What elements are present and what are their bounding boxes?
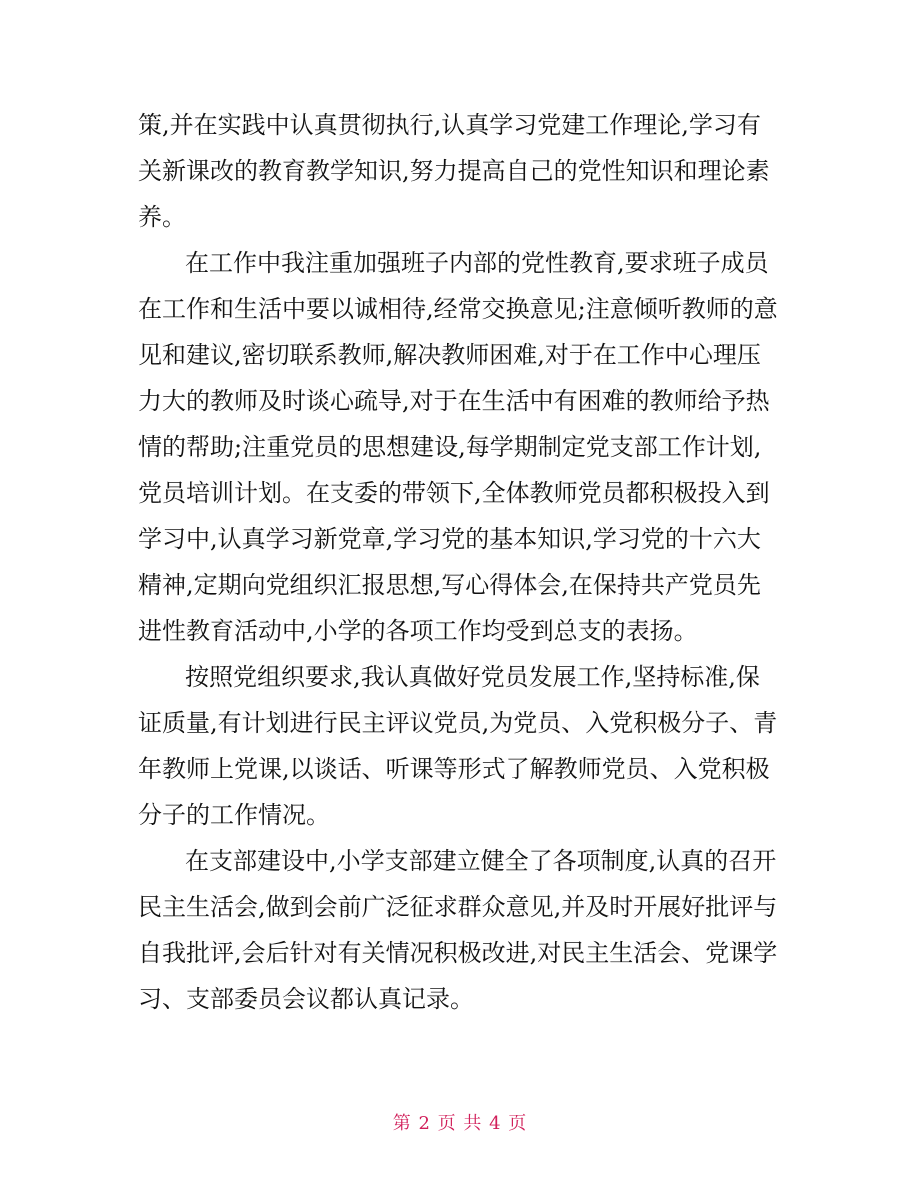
paragraph-first-line: 在工作中我注重加强班子内部的党性教育,要求班子成员 — [185, 249, 769, 277]
text-line: 年教师上党课,以谈话、听课等形式了解教师党员、入党积极 — [138, 755, 770, 783]
text-line: 力大的教师及时谈心疏导,对于在生活中有困难的教师给予热 — [138, 387, 770, 415]
document-body — [138, 102, 788, 1022]
text-line: 党员培训计划。在支委的带领下,全体教师党员都积极投入到 — [138, 479, 770, 507]
text-line: 进性教育活动中,小学的各项工作均受到总支的表扬。 — [138, 617, 698, 645]
text-line: 关新课改的教育教学知识,努力提高自己的党性知识和理论素 — [138, 157, 770, 185]
text-line: 情的帮助;注重党员的思想建设,每学期制定党支部工作计划, — [138, 433, 762, 461]
text-line: 精神,定期向党组织汇报思想,写心得体会,在保持共产党员先 — [138, 571, 761, 599]
text-line: 见和建议,密切联系教师,解决教师困难,对于在工作中心理压 — [138, 341, 761, 369]
text-line: 习、支部委员会议都认真记录。 — [138, 985, 474, 1013]
text-line: 证质量,有计划进行民主评议党员,为党员、入党积极分子、青 — [138, 709, 778, 737]
paragraph-first-line: 在支部建设中,小学支部建立健全了各项制度,认真的召开 — [185, 847, 777, 875]
text-line: 民主生活会,做到会前广泛征求群众意见,并及时开展好批评与 — [138, 893, 778, 921]
text-line: 自我批评,会后针对有关情况积极改进,对民主生活会、党课学 — [138, 939, 778, 967]
page-number-footer: 第 2 页 共 4 页 — [392, 1113, 528, 1134]
text-line: 学习中,认真学习新党章,学习党的基本知识,学习党的十六大 — [138, 525, 761, 553]
paragraph-first-line: 按照党组织要求,我认真做好党员发展工作,坚持标准,保 — [185, 663, 760, 691]
text-line: 分子的工作情况。 — [138, 801, 330, 829]
text-line: 养。 — [138, 203, 186, 231]
text-line: 在工作和生活中要以诚相待,经常交换意见;注意倾听教师的意 — [138, 295, 778, 323]
text-line: 策,并在实践中认真贯彻执行,认真学习党建工作理论,学习有 — [138, 111, 761, 139]
